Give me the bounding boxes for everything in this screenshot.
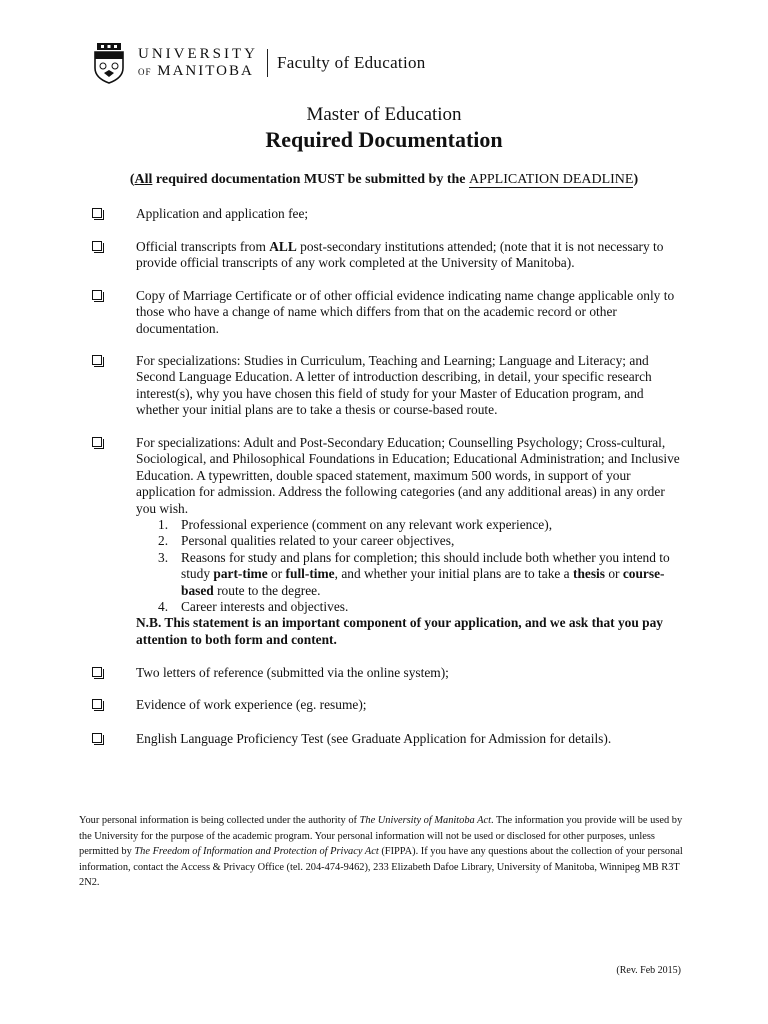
text-run: Official transcripts from <box>136 239 270 254</box>
text-run: Career interests and objectives. <box>181 599 349 615</box>
text-run: Professional experience (comment on any relevant work experience), <box>181 517 553 533</box>
text-run: course-based <box>181 566 665 598</box>
header-divider <box>267 49 268 77</box>
list-number: 2. <box>158 533 169 549</box>
text-run: Your personal information is being collected under the authority of <box>79 815 360 826</box>
list-number: 4. <box>158 599 169 615</box>
text-run: post-secondary institutions attended; (note that it is not necessary to provide official transcripts of any work completed at the University of Manitoba). <box>136 239 664 271</box>
text-run: . The information you provide will be used by the University for the purpose of the academic program. Your personal information will not be used or disclosed for other purposes, unless permitted by <box>79 815 683 858</box>
list-number: 3. <box>158 549 169 565</box>
privacy-notice <box>79 813 691 891</box>
text-run: For specializations: Studies in Curriculum, Teaching and Learning; Language and Literacy; and Second Language Education. A letter of introduction describing, in detail, your specific research interest(s), why you have chosen this field of study for your Master of Education program, and whether your initial plans are to take a thesis or course-based route. <box>136 353 652 418</box>
letterhead <box>92 38 426 88</box>
text-run: thesis <box>572 566 605 582</box>
checklist-item-paragraph <box>136 697 684 713</box>
text-run: (FIPPA). If you have any questions about the collection of your personal information, contact the Access & Privacy Office (tel. 204-474-9462), 233 Elizabeth Dafoe Library, University of Manitoba, Winnipeg MB R3T 2N2. <box>79 846 683 889</box>
checklist-item-text <box>136 353 684 419</box>
text-run: , and whether your initial plans are to take a <box>334 566 573 582</box>
university-crest-logo <box>92 42 126 84</box>
text-run: full-time <box>285 566 335 582</box>
list-number: 1. <box>158 517 169 533</box>
text-run: Application and application fee; <box>136 206 309 221</box>
checkbox-icon <box>92 290 102 300</box>
checklist-item-paragraph <box>136 435 684 517</box>
faculty-name: Faculty of Education <box>277 53 426 72</box>
checklist-item-paragraph <box>136 288 684 337</box>
text-run: Copy of Marriage Certificate or of other official evidence indicating name change applicable only to those who have a change of name which differs from that on the academic record or other documentation. <box>136 288 675 336</box>
statement-category-item <box>136 599 684 615</box>
checklist-item-text <box>136 697 684 713</box>
checklist-item-text <box>136 731 684 747</box>
checklist-item-text <box>136 206 684 222</box>
checklist-item-paragraph <box>136 731 684 747</box>
statement-category-item <box>136 550 684 599</box>
text-run: part-time <box>213 566 268 582</box>
text-run: or <box>604 566 623 582</box>
university-name-line2: OF MANITOBA <box>138 62 254 79</box>
checklist-item-text <box>136 665 684 681</box>
checklist-item-paragraph <box>136 206 684 222</box>
program-title: Master of Education <box>306 104 462 125</box>
text-run: Personal qualities related to your career objectives, <box>181 533 455 549</box>
statement-category-item <box>136 517 684 533</box>
checkbox-icon <box>92 699 102 709</box>
document-title: Required Documentation <box>265 127 503 152</box>
text-run: ALL <box>269 239 297 254</box>
checklist-item-paragraph <box>136 239 684 272</box>
text-run: The University of Manitoba Act <box>359 815 491 826</box>
application-deadline-label: APPLICATION DEADLINE <box>468 172 634 187</box>
text-run: or <box>267 566 286 582</box>
university-name-line1: UNIVERSITY <box>138 45 258 62</box>
text-run: Reasons for study and plans for completion; this should include both whether you intend to study <box>181 549 670 582</box>
checkbox-icon <box>92 667 102 677</box>
statement-category-item <box>136 533 684 549</box>
checkbox-icon <box>92 208 102 218</box>
nb-note: N.B. This statement is an important component of your application, and we ask that you pay attention to both form and content. <box>136 615 664 647</box>
checkbox-icon <box>92 437 102 447</box>
university-wordmark <box>138 46 258 81</box>
text-run: Evidence of work experience (eg. resume); <box>136 697 367 712</box>
revision-date: (Rev. Feb 2015) <box>616 965 681 976</box>
text-run: English Language Proficiency Test (see Graduate Application for Admission for details). <box>136 731 612 746</box>
checklist-item-text <box>136 288 684 337</box>
deadline-notice: (All required documentation MUST be submitted by the APPLICATION DEADLINE) <box>129 172 639 187</box>
statement-categories-list <box>136 517 684 615</box>
text-run: Two letters of reference (submitted via the online system); <box>136 665 449 680</box>
checkbox-icon <box>92 733 102 743</box>
checklist-item-paragraph <box>136 665 684 681</box>
text-run: For specializations: Adult and Post-Secondary Education; Counselling Psychology; Cross-cultural, Sociological, and Philosophical Foundations in Education; Educational Administration; and Inclusive Education. A typewritten, double spaced statement, maximum 500 words, in support of your application for admission. Address the following categories (and any additional areas) in any order you wish. <box>136 435 680 516</box>
text-run: route to the degree. <box>213 582 321 598</box>
checkbox-icon <box>92 241 102 251</box>
text-run: The Freedom of Information and Protection of Privacy Act <box>134 846 379 858</box>
checklist-item-paragraph <box>136 353 684 419</box>
checklist-item-text <box>136 435 684 648</box>
checkbox-icon <box>92 355 102 365</box>
checklist-item-text <box>136 239 684 272</box>
